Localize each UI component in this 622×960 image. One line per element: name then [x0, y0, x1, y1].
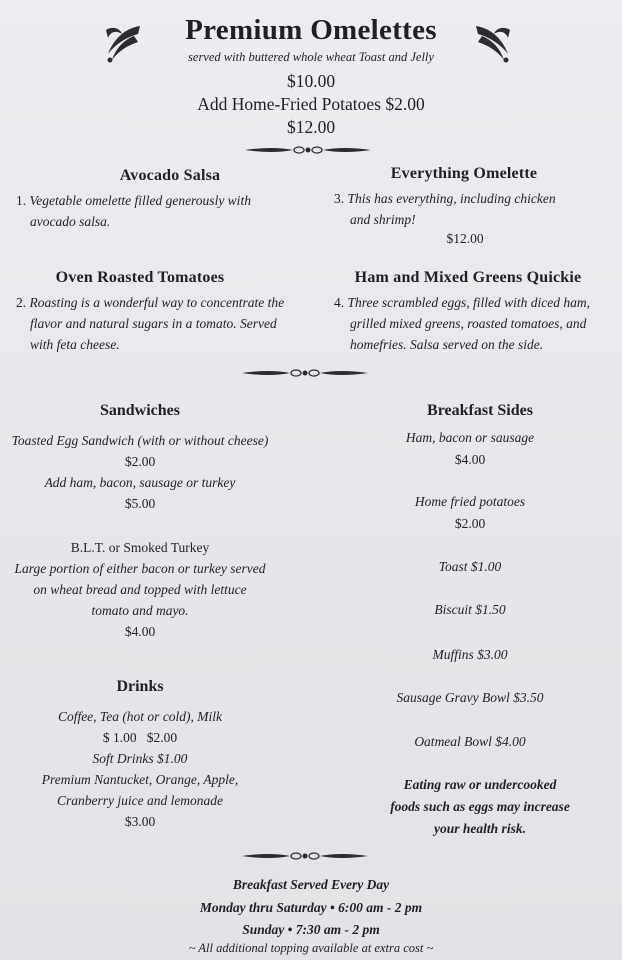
avocado-salsa-title: Avocado Salsa: [119, 167, 221, 184]
sandwiches-heading: Sandwiches: [99, 402, 181, 419]
food-safety-warning: [370, 774, 590, 840]
drinks-line: Premium Nantucket, Orange, Apple,: [41, 772, 239, 787]
warning-line: Eating raw or undercooked: [403, 777, 557, 792]
drinks-heading: Drinks: [116, 678, 164, 695]
sides-heading: Breakfast Sides: [427, 402, 533, 419]
menu-title: Premium Omelettes: [185, 14, 437, 46]
everything-omelette-desc: [334, 188, 614, 230]
menu-subtitle: served with buttered whole wheat Toast and Jelly: [188, 50, 434, 64]
side-toast: Toast $1.00: [438, 559, 502, 574]
side-biscuit: Biscuit $1.50: [434, 602, 506, 617]
side-potatoes: Home fried potatoes: [414, 494, 526, 509]
blt-price: $4.00: [124, 624, 156, 639]
side-muffins: Muffins $3.00: [432, 647, 508, 662]
topping-note: ~ All additional topping available at extra cost ~: [188, 941, 434, 955]
desc-line: Three scrambled eggs, filled with diced ham,: [347, 295, 590, 310]
divider-ornament-icon: [243, 145, 373, 155]
everything-omelette-price: $12.00: [446, 231, 484, 246]
desc-line: flavor and natural sugars in a tomato. Served: [30, 316, 277, 331]
hours-heading: Breakfast Served Every Day: [232, 877, 390, 892]
oven-tomatoes-title: Oven Roasted Tomatoes: [55, 269, 225, 286]
desc-line: Roasting is a wonderful way to concentrate the: [29, 295, 285, 310]
addon-total-price: $12.00: [286, 117, 336, 137]
hours-sunday: Sunday • 7:30 am - 2 pm: [242, 922, 380, 937]
blt-block: [0, 537, 280, 642]
item-number: 4.: [334, 295, 345, 310]
side-meat-price: $4.00: [454, 452, 486, 467]
drinks-line: Coffee, Tea (hot or cold), Milk: [57, 709, 223, 724]
divider-ornament-icon: [240, 368, 370, 378]
item-number: 2.: [16, 295, 27, 310]
blt-line: Large portion of either bacon or turkey served: [14, 561, 266, 576]
egg-sandwich-addon-price: $5.00: [124, 496, 156, 511]
egg-sandwich-price: $2.00: [124, 454, 156, 469]
ham-greens-title: Ham and Mixed Greens Quickie: [354, 269, 582, 286]
drinks-block: [0, 706, 280, 832]
drinks-line: Soft Drinks $1.00: [92, 751, 188, 766]
hours-weekday: Monday thru Saturday • 6:00 am - 2 pm: [199, 900, 423, 915]
desc-line: homefries. Salsa served on the side.: [350, 337, 544, 352]
blt-name: B.L.T. or Smoked Turkey: [70, 540, 210, 555]
item-number: 3.: [334, 191, 345, 206]
avocado-salsa-desc: [16, 190, 316, 232]
desc-line: and shrimp!: [350, 212, 416, 227]
drinks-price: $3.00: [124, 814, 156, 829]
egg-sandwich-block: [0, 430, 280, 514]
divider-ornament-icon: [240, 851, 370, 861]
egg-sandwich-name: Toasted Egg Sandwich (with or without cheese): [11, 433, 269, 448]
side-oatmeal-bowl: Oatmeal Bowl $4.00: [414, 734, 526, 749]
egg-sandwich-addon: Add ham, bacon, sausage or turkey: [44, 475, 236, 490]
drinks-line: $ 1.00 $2.00: [102, 730, 178, 745]
drinks-line: Cranberry juice and lemonade: [56, 793, 224, 808]
everything-omelette-title: Everything Omelette: [390, 165, 538, 182]
desc-line: Vegetable omelette filled generously with: [29, 193, 251, 208]
desc-line: This has everything, including chicken: [347, 191, 556, 206]
oven-tomatoes-desc: [16, 292, 316, 355]
base-price: $10.00: [286, 71, 336, 91]
warning-line: foods such as eggs may increase: [390, 799, 570, 814]
blt-line: tomato and mayo.: [91, 603, 189, 618]
item-number: 1.: [16, 193, 27, 208]
desc-line: grilled mixed greens, roasted tomatoes, and: [350, 316, 587, 331]
warning-line: your health risk.: [434, 821, 526, 836]
desc-line: with feta cheese.: [30, 337, 120, 352]
potato-addon: Add Home-Fried Potatoes $2.00: [197, 94, 425, 114]
desc-line: avocado salsa.: [30, 214, 111, 229]
ham-greens-desc: [334, 292, 616, 355]
side-meat: Ham, bacon or sausage: [405, 430, 535, 445]
side-potatoes-price: $2.00: [454, 516, 486, 531]
side-gravy-bowl: Sausage Gravy Bowl $3.50: [396, 690, 544, 705]
blt-line: on wheat bread and topped with lettuce: [33, 582, 247, 597]
